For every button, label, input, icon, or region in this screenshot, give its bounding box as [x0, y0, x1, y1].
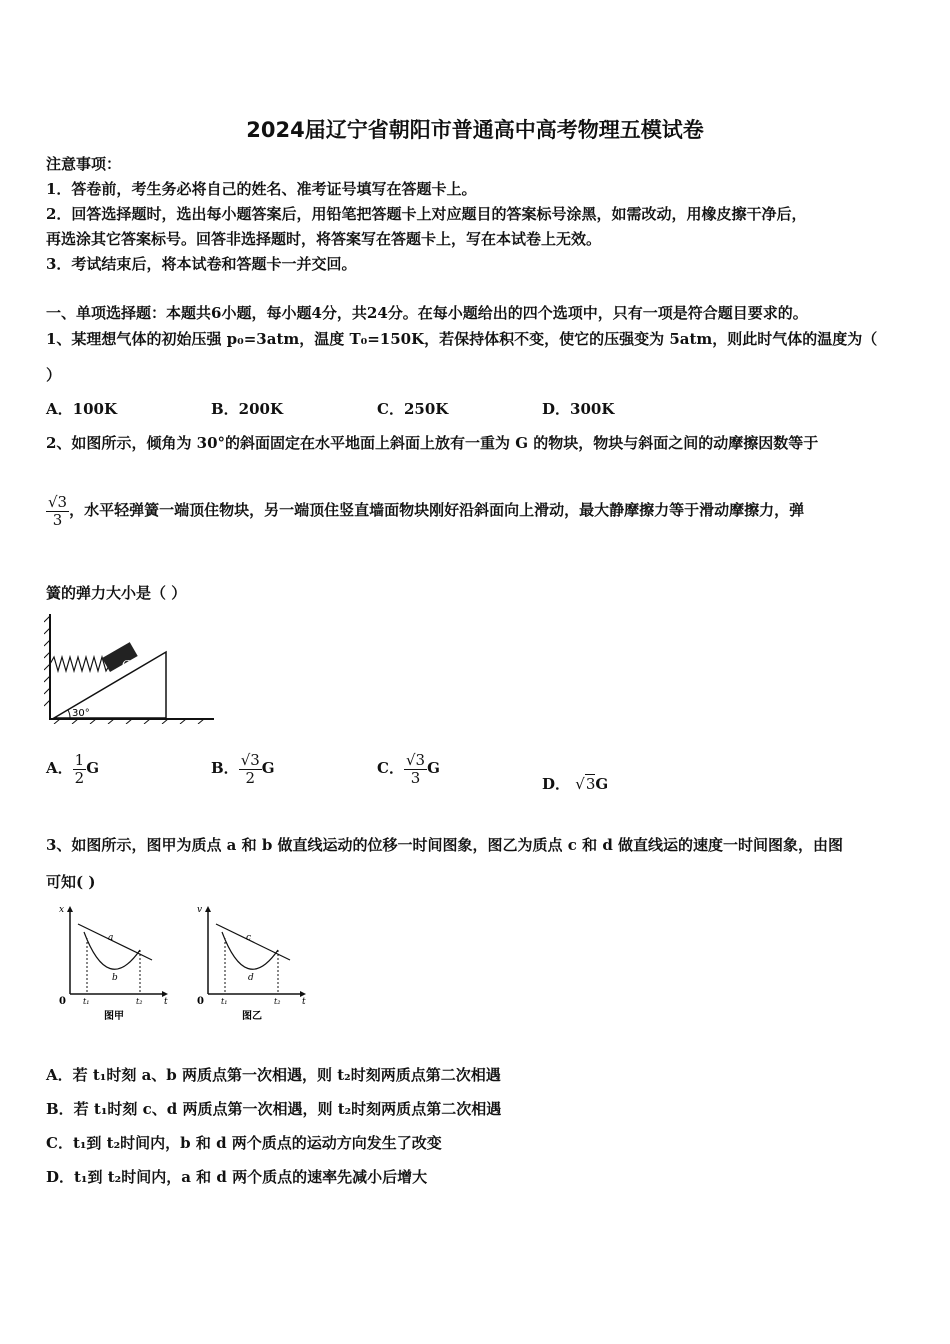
- q2-angle-label: 30°: [72, 708, 90, 719]
- notice-item-3: 3．考试结束后，将本试卷和答题卡一并交回。: [46, 255, 357, 273]
- q2-stem-3: 簧的弹力大小是（ ）: [46, 584, 187, 602]
- q2-option-b[interactable]: B． $\frac{√3}{2}$ G: [211, 751, 275, 787]
- page-title: 2024届辽宁省朝阳市普通高中高考物理五模试卷: [246, 118, 704, 142]
- q3-graph-a: [56, 902, 170, 1026]
- q2-mu-fraction: $\frac{√3}{3}$: [48, 493, 68, 529]
- q2-block-label: G: [122, 658, 131, 671]
- q1-stem: 1、某理想气体的初始压强 p₀=3atm，温度 T₀=150K，若保持体积不变，使它的压强变为 5atm，则此时气体的温度为（: [46, 330, 878, 348]
- q3a-t1: t₁: [83, 997, 90, 1006]
- q3-option-d[interactable]: D．t₁到 t₂时间内，a 和 d 两个质点的速率先减小后增大: [46, 1168, 428, 1186]
- q3b-origin: 0: [197, 996, 204, 1007]
- q2-stem-2: $\frac{√3}{3}$ ，水平轻弹簧一端顶住物块，另一端顶住竖直墙面物块刚好沿斜面向上滑动，最大静摩擦力等于滑动摩擦力，弹: [48, 493, 805, 529]
- q3b-xlabel: t: [302, 997, 306, 1007]
- q1-option-b[interactable]: B．200K: [211, 400, 284, 418]
- q3b-t2: t₂: [274, 997, 281, 1006]
- q1-option-d[interactable]: D．300K: [542, 400, 615, 418]
- q1-stem-end: ）: [46, 366, 62, 384]
- notice-item-1: 1．答卷前，考生务必将自己的姓名、准考证号填写在答题卡上。: [46, 180, 477, 198]
- q3-option-b[interactable]: B．若 t₁时刻 c、d 两质点第一次相遇，则 t₂时刻两质点第二次相遇: [46, 1100, 502, 1118]
- q3b-caption: 图乙: [242, 1011, 262, 1022]
- q2-incline-figure: [44, 612, 216, 724]
- q3a-origin: 0: [59, 996, 66, 1007]
- notice-item-2-cont: 再选涂其它答案标号。回答非选择题时，将答案写在答题卡上，写在本试卷上无效。: [46, 230, 602, 248]
- section-heading: 一、单项选择题：本题共6小题，每小题4分，共24分。在每小题给出的四个选项中，只有一项是符合题目要求的。: [46, 304, 808, 322]
- q3a-curve-a: a: [108, 933, 114, 943]
- q3-stem-2: 可知( ): [46, 873, 96, 891]
- q3a-caption: 图甲: [104, 1011, 124, 1022]
- q1-option-a[interactable]: A．100K: [46, 400, 117, 418]
- q3a-t2: t₂: [136, 997, 143, 1006]
- q3-stem-1: 3、如图所示，图甲为质点 a 和 b 做直线运动的位移一时间图象，图乙为质点 c 和 d 做直线运的速度一时间图象，由图: [46, 836, 844, 854]
- q3a-curve-b: b: [112, 973, 118, 983]
- q2-option-d[interactable]: D． √3G: [542, 775, 609, 793]
- q3b-curve-c: c: [246, 933, 252, 943]
- q1-option-c[interactable]: C．250K: [377, 400, 449, 418]
- q3-option-a[interactable]: A．若 t₁时刻 a、b 两质点第一次相遇，则 t₂时刻两质点第二次相遇: [46, 1066, 501, 1084]
- q3a-ylabel: x: [59, 905, 65, 915]
- q3-graph-b: [194, 902, 308, 1026]
- q2-stem-1: 2、如图所示，倾角为 30°的斜面固定在水平地面上斜面上放有一重为 G 的物块，物块与斜面之间的动摩擦因数等于: [46, 434, 819, 452]
- q2-option-a[interactable]: A． $\frac{1}{2}$ G: [46, 751, 99, 787]
- q3a-xlabel: t: [164, 997, 168, 1007]
- q3-option-c[interactable]: C．t₁到 t₂时间内，b 和 d 两个质点的运动方向发生了改变: [46, 1134, 442, 1152]
- q2-option-c[interactable]: C． $\frac{√3}{3}$ G: [377, 751, 440, 787]
- notice-heading: 注意事项：: [46, 155, 122, 173]
- q3b-ylabel: v: [197, 905, 203, 915]
- q3b-curve-d: d: [248, 973, 254, 983]
- q3b-t1: t₁: [221, 997, 228, 1006]
- notice-item-2: 2．回答选择题时，选出每小题答案后，用铅笔把答题卡上对应题目的答案标号涂黑，如需改动，用橡皮擦干净后，: [46, 205, 807, 223]
